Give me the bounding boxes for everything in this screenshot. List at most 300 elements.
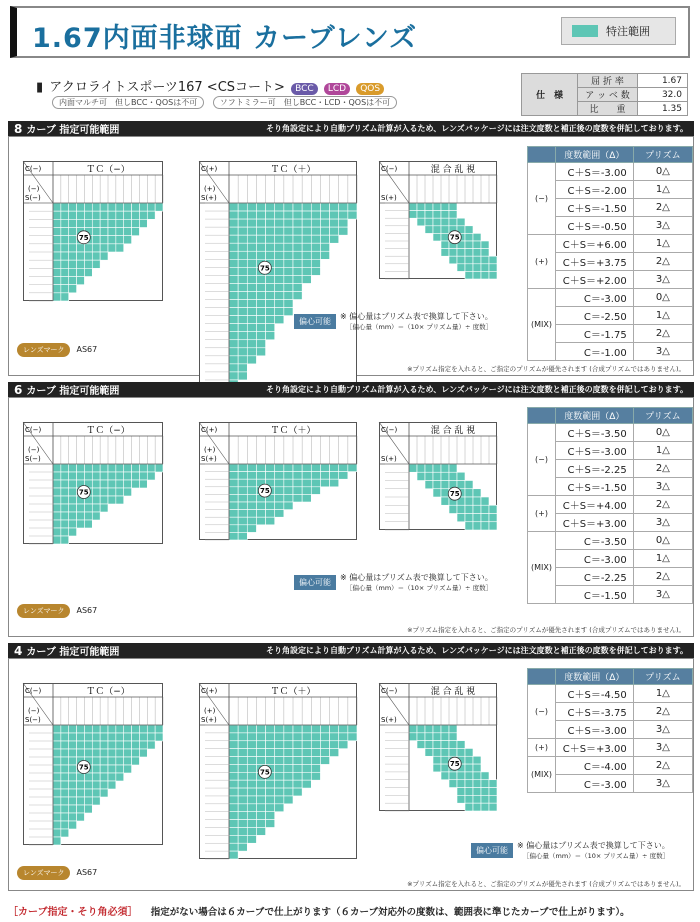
range-cell [124,749,132,757]
prism-range: C＝-3.00 [555,550,633,568]
range-cell [302,203,311,211]
range-cell [92,725,100,733]
axis-sign-label: (−) [28,707,40,715]
range-cell [417,211,425,219]
range-cell [69,733,77,741]
range-cell [284,749,293,757]
range-cell [108,464,116,472]
range-cell [320,749,329,757]
lens-mark-value: AS67 [76,868,98,877]
range-cell [293,283,302,291]
range-cell [247,464,256,472]
range-cell [84,268,92,276]
range-cell [229,291,238,299]
spec-table [521,73,688,116]
range-cell [465,489,473,497]
range-cell [330,479,339,487]
range-cell [433,203,441,211]
range-cell [247,203,256,211]
range-cell [247,275,256,283]
range-cell [238,300,247,308]
range-cell [108,219,116,227]
range-cell [417,472,425,480]
range-cell [266,283,275,291]
range-cell [441,226,449,234]
range-cell [266,219,275,227]
range-cell [124,757,132,765]
range-cell [92,219,100,227]
range-cell [100,211,108,219]
range-cell [53,244,61,252]
range-cell [266,788,275,796]
range-cell [256,219,265,227]
range-cell [293,291,302,299]
range-cell [77,789,85,797]
range-cell [229,780,238,788]
range-cell [124,464,132,472]
range-cell [238,788,247,796]
range-cell [284,772,293,780]
range-cell [275,757,284,765]
range-cell [116,757,124,765]
range-cell [116,472,124,480]
range-cell [266,812,275,820]
range-cell [53,252,61,260]
range-cell [124,211,132,219]
range-cell [247,780,256,788]
grid-tc-minus [23,422,163,544]
note-soft-mirror: ソフトミラー可 但しBCC・LCD・QOSは不可 [213,96,397,109]
range-cell [69,749,77,757]
range-cell [284,267,293,275]
range-cell [84,733,92,741]
range-cell [275,219,284,227]
axis-sign-label: (−) [28,185,40,193]
range-cell [61,236,69,244]
range-cell [53,496,61,504]
range-cell [61,536,69,544]
grid-title: ＴＣ（−） [86,426,130,436]
range-cell [238,532,247,540]
range-cell [84,244,92,252]
legend-swatch [572,25,598,37]
range-cell [238,356,247,364]
range-cell [124,472,132,480]
range-cell [238,772,247,780]
product-line [36,76,384,95]
grid-tc-minus [23,683,163,845]
range-cell [473,271,481,279]
range-cell [116,219,124,227]
range-cell [275,300,284,308]
range-cell [433,226,441,234]
range-cell [147,725,155,733]
range-cell [473,233,481,241]
range-cell [92,252,100,260]
range-cell [53,528,61,536]
range-cell [238,308,247,316]
range-cell [100,252,108,260]
range-cell [266,725,275,733]
range-cell [320,251,329,259]
range-cell [69,504,77,512]
range-cell [302,243,311,251]
grid-title: ＴＣ（＋） [270,165,316,175]
range-cell [77,211,85,219]
prism-table-header [528,669,693,685]
range-cell [229,835,238,843]
range-cell [275,741,284,749]
range-cell [275,764,284,772]
range-cell [92,773,100,781]
axis-s-label: S(−) [25,716,41,724]
range-cell [100,773,108,781]
range-cell [53,749,61,757]
range-cell [100,464,108,472]
range-cell [266,733,275,741]
range-cell [339,211,348,219]
range-cell [275,479,284,487]
range-cell [53,260,61,268]
range-cell [61,528,69,536]
curve-title: カーブ 指定可能範囲 [26,647,120,658]
range-cell [481,788,489,796]
range-cell [229,796,238,804]
range-cell [247,517,256,525]
range-cell [132,725,140,733]
range-cell [284,733,293,741]
range-cell [293,749,302,757]
range-cell [311,243,320,251]
range-cell [256,517,265,525]
spec-header: 仕 様 [522,74,578,116]
range-cell [284,259,293,267]
range-cell [465,233,473,241]
eccentric-line1: ※ 偏心量はプリズム表で換算して下さい。 [340,312,493,321]
range-cell [441,497,449,505]
range-cell [84,789,92,797]
range-cell [266,251,275,259]
range-cell [311,749,320,757]
range-cell [311,227,320,235]
range-cell [293,764,302,772]
range-cell [311,772,320,780]
range-cell [69,773,77,781]
range-cell [256,464,265,472]
range-cell [320,203,329,211]
range-cell [84,512,92,520]
range-cell [84,797,92,805]
section-title [14,643,119,658]
range-cell [229,472,238,480]
range-cell [69,496,77,504]
diameter-badge-label: 75 [78,233,89,242]
spec-value: 1.35 [638,102,688,116]
range-cell [229,494,238,502]
range-cell [481,772,489,780]
axis-c-label: C(+) [201,426,218,434]
range-cell [61,741,69,749]
range-cell [229,300,238,308]
range-cell [53,293,61,301]
range-cell [69,268,77,276]
prism-table-header [528,408,693,424]
diameter-badge-label: 75 [259,768,270,777]
range-cell [266,820,275,828]
range-cell [302,464,311,472]
range-cell [229,820,238,828]
range-cell [147,464,155,472]
page-title: 1.67内面非球面 カーブレンズ [32,23,418,54]
prism-value: 1△ [633,442,692,460]
range-cell [61,520,69,528]
range-cell [433,211,441,219]
range-cell [77,464,85,472]
range-cell [61,757,69,765]
prism-value: 3△ [633,478,692,496]
range-cell [69,512,77,520]
range-cell [449,725,457,733]
range-cell [229,283,238,291]
col-range: 度数範囲（Δ） [555,408,633,424]
range-cell [247,348,256,356]
range-cell [465,505,473,513]
range-cell [339,733,348,741]
range-cell [457,505,465,513]
range-cell [108,725,116,733]
range-cell [457,256,465,264]
range-cell [53,789,61,797]
range-cell [441,489,449,497]
prism-row [528,289,693,307]
range-cell [256,780,265,788]
range-cell [275,211,284,219]
range-cell [320,243,329,251]
curve-number: 4 [14,644,23,658]
range-cell [92,496,100,504]
prism-group: (−) [528,163,556,235]
range-cell [139,211,147,219]
range-cell [320,464,329,472]
range-cell [284,796,293,804]
range-cell [489,522,497,530]
range-cell [256,788,265,796]
range-cell [311,219,320,227]
range-cell [330,235,339,243]
range-cell [409,203,417,211]
range-cell [84,773,92,781]
range-cell [275,772,284,780]
range-cell [61,797,69,805]
range-cell [302,487,311,495]
lens-mark-pill: レンズマーク [17,604,70,618]
range-cell [132,757,140,765]
prism-row [528,235,693,253]
range-cell [441,748,449,756]
axis-c-label: C(−) [25,426,42,434]
range-cell [320,227,329,235]
prism-range: C＝-3.00 [555,289,633,307]
range-cell [229,525,238,533]
range-cell [116,228,124,236]
range-cell [293,494,302,502]
range-cell [92,797,100,805]
range-cell [77,805,85,813]
range-cell [124,228,132,236]
axis-sign-label: (+) [204,707,216,715]
range-cell [229,251,238,259]
range-cell [84,805,92,813]
range-cell [229,764,238,772]
range-cell [84,472,92,480]
range-cell [229,788,238,796]
range-cell [92,733,100,741]
range-cell [465,241,473,249]
range-cell [284,788,293,796]
range-cell [77,472,85,480]
range-cell [147,472,155,480]
lens-mark-pill: レンズマーク [17,343,70,357]
range-cell [266,203,275,211]
range-cell [69,725,77,733]
range-cell [433,489,441,497]
range-cell [293,267,302,275]
range-cell [247,324,256,332]
range-cell [84,203,92,211]
prism-value: 2△ [633,325,692,343]
range-cell [348,733,357,741]
range-cell [247,316,256,324]
range-cell [266,472,275,480]
range-cell [238,316,247,324]
section-frame-4 [8,658,694,891]
range-cell [124,203,132,211]
range-cell [425,203,433,211]
range-cell [247,733,256,741]
range-cell [84,749,92,757]
range-cell [473,788,481,796]
range-cell [293,772,302,780]
range-cell [473,497,481,505]
range-cell [53,203,61,211]
range-cell [449,748,457,756]
prism-range: C＝-1.00 [555,343,633,361]
range-cell [100,749,108,757]
range-cell [417,218,425,226]
range-cell [330,725,339,733]
range-cell [489,505,497,513]
range-cell [238,525,247,533]
prism-row [528,685,693,703]
prism-value: 3△ [633,721,692,739]
range-cell [256,211,265,219]
range-cell [139,725,147,733]
range-cell [266,749,275,757]
range-cell [69,757,77,765]
range-cell [441,211,449,219]
range-cell [116,765,124,773]
range-cell [108,773,116,781]
range-cell [275,788,284,796]
range-cell [417,725,425,733]
range-cell [489,803,497,811]
range-cell [481,505,489,513]
range-cell [69,203,77,211]
range-cell [481,264,489,272]
grid-title: ＴＣ（＋） [270,687,316,697]
range-cell [457,514,465,522]
prism-range: C＋S＝-4.50 [555,685,633,703]
range-cell [441,249,449,257]
range-cell [53,781,61,789]
range-cell [61,821,69,829]
range-cell [266,227,275,235]
range-cell [108,203,116,211]
range-cell [284,494,293,502]
range-cell [69,813,77,821]
range-cell [441,241,449,249]
range-cell [132,472,140,480]
range-cell [293,780,302,788]
range-cell [320,479,329,487]
range-cell [247,835,256,843]
range-cell [238,251,247,259]
range-cell [465,748,473,756]
section-header-6 [8,382,694,397]
axis-s-label: S(+) [381,194,397,202]
range-cell [489,271,497,279]
range-cell [108,765,116,773]
grid-title: 混 合 乱 視 [430,165,476,175]
range-cell [92,757,100,765]
range-cell [92,749,100,757]
range-cell [53,285,61,293]
range-cell [100,504,108,512]
range-cell [409,733,417,741]
range-cell [275,283,284,291]
range-cell [139,472,147,480]
range-cell [238,243,247,251]
eccentric-line2: ［偏心量（mm）＝（10× プリズム量）÷ 度数］ [346,323,493,331]
axis-c-label: C(−) [25,687,42,695]
range-cell [256,827,265,835]
lens-mark-value: AS67 [76,345,98,354]
axis-s-label: S(+) [201,194,217,202]
range-cell [266,211,275,219]
range-cell [302,251,311,259]
range-cell [69,219,77,227]
section-title [14,121,119,136]
prism-group: (MIX) [528,289,556,361]
range-cell [108,480,116,488]
prism-range: C＋S＝+4.00 [555,496,633,514]
range-cell [238,827,247,835]
range-cell [77,268,85,276]
range-cell [61,488,69,496]
range-cell [284,275,293,283]
range-cell [229,372,238,380]
range-cell [465,514,473,522]
range-cell [293,219,302,227]
range-cell [124,765,132,773]
range-cell [275,780,284,788]
range-cell [229,851,238,859]
curve-title: カーブ 指定可能範囲 [26,125,120,136]
range-cell [77,277,85,285]
range-cell [481,803,489,811]
axis-sign-label: (−) [28,446,40,454]
lens-mark [17,604,97,618]
